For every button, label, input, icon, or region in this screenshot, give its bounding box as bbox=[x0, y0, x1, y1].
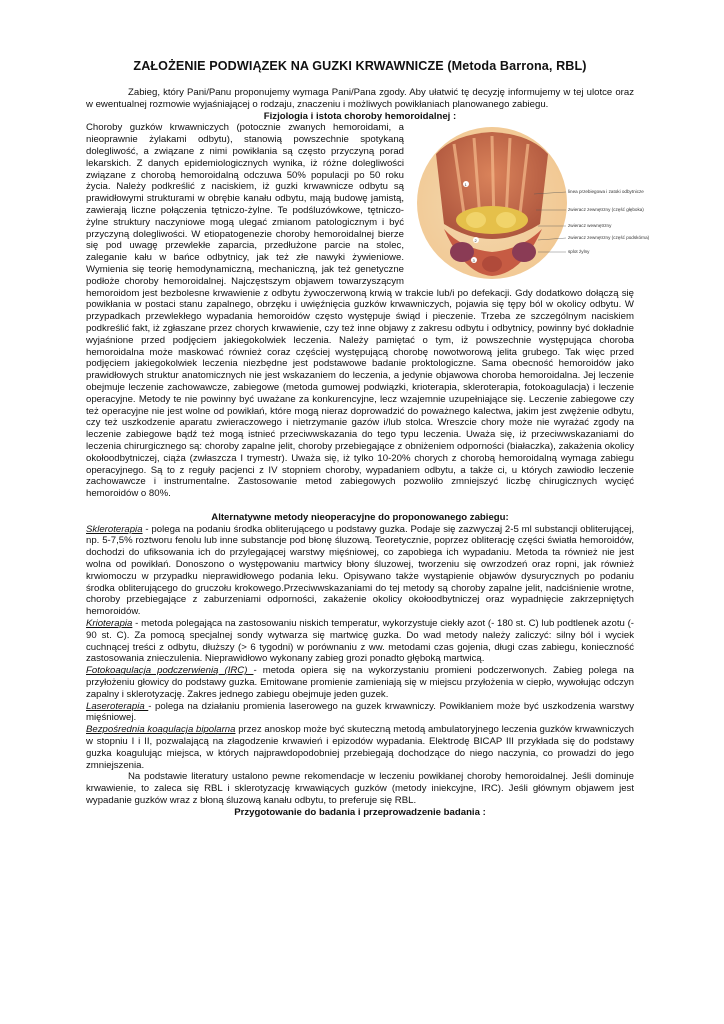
document-page bbox=[86, 58, 650, 819]
method-item bbox=[86, 665, 634, 700]
figure-label: zwieracz wewnętrzny bbox=[568, 223, 612, 229]
method-term: Krioterapia bbox=[86, 618, 133, 630]
svg-text:2: 2 bbox=[474, 238, 477, 244]
method-item bbox=[86, 524, 634, 618]
svg-text:1: 1 bbox=[464, 182, 467, 188]
method-term: Bezpośrednia koagulacja bipolarna bbox=[86, 724, 236, 736]
method-item bbox=[86, 618, 634, 665]
methods-list bbox=[86, 524, 634, 772]
intro-paragraph: Zabieg, który Pani/Panu proponujemy wymaga Pani/Pana zgody. Aby ułatwić tę decyzję informujemy w tej ulotce oraz w ewentualnej rozmowie wyjaśniającej o rodzaju, znaczeniu i możliwych powikłaniach planowanego zabiegu. bbox=[86, 87, 634, 110]
recommendations-paragraph: Na podstawie literatury ustalono pewne rekomendacje w leczeniu powikłanej choroby hemoroidalnej. Jeśli dominuje krwawienie, to zaleca się RBL i sklerotyzację krwawiących guzków (metody iniekcyjne, IRC). Jeśli głównym objawem jest wypadanie guzków wraz z błoną śluzową kanału odbytu, to preferuje się RBL. bbox=[86, 771, 634, 807]
method-text: - polega na działaniu promienia laserowego na guzek krwawniczy. Powikłaniem może być uszkodzenia warstwy mięśniowej. bbox=[86, 700, 634, 724]
svg-text:3: 3 bbox=[472, 258, 475, 264]
method-term: Skleroterapia bbox=[86, 523, 143, 535]
figure-label: splot żylny bbox=[568, 249, 590, 255]
section-title-alternatives: Alternatywne metody nieoperacyjne do proponowanego zabiegu: bbox=[211, 511, 509, 523]
document-title: ZAŁOŻENIE PODWIĄZEK NA GUZKI KRWAWNICZE (Metoda Barrona, RBL) bbox=[133, 59, 587, 73]
method-text: - polega na podaniu środka obliterującego u podstawy guzka. Podaje się zazwyczaj 2-5 ml substancji obliterującej, np. 5-7,5% roztworu fenolu lub inne substancje pod błonę śluzową. Teoretycznie, poprzez obliterację części światła hemoroidów, dochodzi do ufiksowania ich do przylegającej warstwy mięśniowej, co zapobiega ich wypadaniu. Metoda ta również nie jest wolna od powikłań. Donoszono o występowaniu martwicy błony śluzowej, tworzeniu się owrzodzeń oraz ropni, jak również krwiomoczu w przypadku nieprawidłowego podania leku. Opisywano także wystąpienie objawów dysurycznych po podaniu środka obliterującego do gruczołu krokowego.Przeciwwskazaniami do tej metody są choroby zapalne jelit, nadciśnienie wrotne, choroby przebiegające z zaburzeniami odporności, zakażenie okolicy okołoodbytniczej oraz wypadnięcie zakrzepniętych hemoroidów. bbox=[86, 523, 634, 618]
figure-label: linea przebiegowa i zatoki odbytnicze bbox=[568, 189, 644, 195]
method-item bbox=[86, 701, 634, 725]
section-title-preparation: Przygotowanie do badania i przeprowadzenie badania : bbox=[234, 806, 486, 818]
method-text: przez anoskop może być skuteczną metodą ambulatoryjnego leczenia guzków krwawniczych w stopniu I i II, pozwalającą na złagodzenie krwawień i epizodów wypadania. Elektrodę BICAP III przykłada się do podstawy guzka koagulując miejsca, w których najprawdopodobniej przebiegają dochodzące do niego naczynia, co prowadzi do jego zmniejszenia. bbox=[86, 724, 634, 771]
section-title-physiology: Fizjologia i istota choroby hemoroidalnej : bbox=[263, 110, 457, 122]
method-text: - metoda polegająca na zastosowaniu niskich temperatur, wykorzystuje ciekły azot (- 180 st. C) lub podtlenek azotu (- 90 st. C). Za pomocą specjalnej sondy wytwarza się martwicę guzka. Do wad metody należy zaliczyć: silny ból i wyciek cuchnącej treści z odbytu, dłuższy (> 6 tygodni) w porównaniu z ww. metodami czas gojenia, długi czas zabiegu, konieczność zastosowania znieczulenia. Nieprawidłowo wykonany zabieg grozi ponadto głęboką martwicą. bbox=[86, 618, 634, 665]
anatomy-figure bbox=[414, 124, 650, 282]
figure-label: zwieracz zewnętrzny (część głęboka) bbox=[568, 207, 644, 213]
method-term: Fotokoagulacja podczerwienią (IRC) bbox=[86, 665, 254, 677]
method-text: - metoda opiera się na wykorzystaniu promieni podczerwonych. Zabieg polega na przyłożeniu głowicy do podstawy guzka. Emitowane promienie zamieniają się w miejscu przyłożenia w ciepło, wywołując odczyn zapalny i sklerotyzację. Zakres jednego zabiegu obejmuje jeden guzek. bbox=[86, 665, 634, 700]
physiology-paragraph: Choroby guzków krwawniczych (potocznie zwanych hemoroidami, a nieoprawnie żylakami odbytu), stanowią powszechnie spotykaną dolegliwość, a związane z nimi powikłania są często przyczyną porad lekarskich. Z danych epidemiologicznych wynika, iż różne dolegliwości związane z chorobą hemoroidalną odczuwa 50% populacji po 50 roku życia. Należy podkreślić z naciskiem, iż guzki krwawnicze odbytu są prawidłowymi strukturami w obrębie kanału odbytu, mają budowę jamistą, zawierają liczne połączenia tętniczo-żylne. Te podśluzówkowe, tętniczo-żylne struktury naczyniowe mogą ulegać zmianom patologicznym i być przyczyną dolegliwości. W etiopatogenezie choroby hemoroidalnej bierze się pod uwagę przewlekłe zaparcia, przedłużone parcie na stolec, zaleganie kału w bańce odbytnicy, jak też złe nawyki żywieniowe. Wymienia się teorię hemodynamiczną, mechaniczną, jak też genetyczne podłoże choroby hemoroidalnej. Najczęstszym objawem towarzyszącym hemoroidom jest bezbolesne krwawienie z odbytu żywoczerwoną krwią w trakcie lub/i po defekacji. Gdy dodatkowo dołączą się powikłania w postaci stanu zapalnego, obrzęku i uwięźnięcia guzków krwawniczych, pojawia się tępy ból w okolicy odbytu. W przypadkach przewlekłego wypadania hemoroidów często występuje świąd i pieczenie. Trzeba ze szczególnym naciskiem podkreślić fakt, iż zgłaszane przez chorych krwawienie, czy też inne objawy z zakresu odbytu i odbytnicy, powinny być dokładnie wyjaśnione przed podjęciem jakiegokolwiek leczenia. Należy pamiętać o tym, iż powszechnie występująca choroba hemoroidalna może maskować również coraz częściej występującą chorobę nowotworową jelita grubego. Tak więc przed podjęciem jakiegokolwiek leczenia niezbędne jest podstawowe badanie proktologiczne. Sama obecność hemoroidów jako prawidłowych struktur anatomicznych nie jest wskazaniem do leczenia, a jedynie objawowa choroba hemoroidalna. Jej leczenie obejmuje leczenie zachowawcze, zabiegowe (metoda gumowej podwiązki, krioterapia, skleroterapia, fotokoagulacja) i leczenie operacyjne. Metody te nie powinny być uważane za konkurencyjne, lecz wzajemnie uzupełniające się. Leczenie zabiegowe czy też operacyjne nie jest wolne od powikłań, które mogą nieraz doprowadzić do poważnego kalectwa, jakim jest zwężenie odbytu, czy też uszkodzenie aparatu zwieraczowego i nietrzymanie gazów i/lub stolca. Wreszcie chory może nie wyrażać zgody na leczenie zabiegowe bądź też mogą istnieć przeciwwskazania do tego typu leczenia. Uważa się, iż przeciwwskazaniami do leczenia chirurgicznego są: choroby zapalne jelit, choroby przebiegające z obniżeniem odporności (białaczka), zakażenia okolicy okołoodbytniczej, ciąża (zwłaszcza I trymestr). Uważa się, iż tylko 10-20% chorych z chorobą hemoroidalną wymaga zabiegu operacyjnego. Są to z reguły pacjenci z IV stopniem choroby, wypadaniem odbytu, a także ci, u których zawiodło leczenie zachowawcze i instrumentalne. Zastosowanie metod zabiegowych pozwoliło zmniejszyć liczbę chirugicznych wycięć hemoroidów o 80%. bbox=[86, 122, 634, 500]
method-item bbox=[86, 724, 634, 771]
anal-canal-illustration bbox=[414, 124, 650, 282]
section-physiology bbox=[86, 122, 650, 500]
figure-label: zwieracz zewnętrzny (część podskórna) bbox=[568, 235, 650, 241]
method-term: Laseroterapia bbox=[86, 700, 149, 712]
